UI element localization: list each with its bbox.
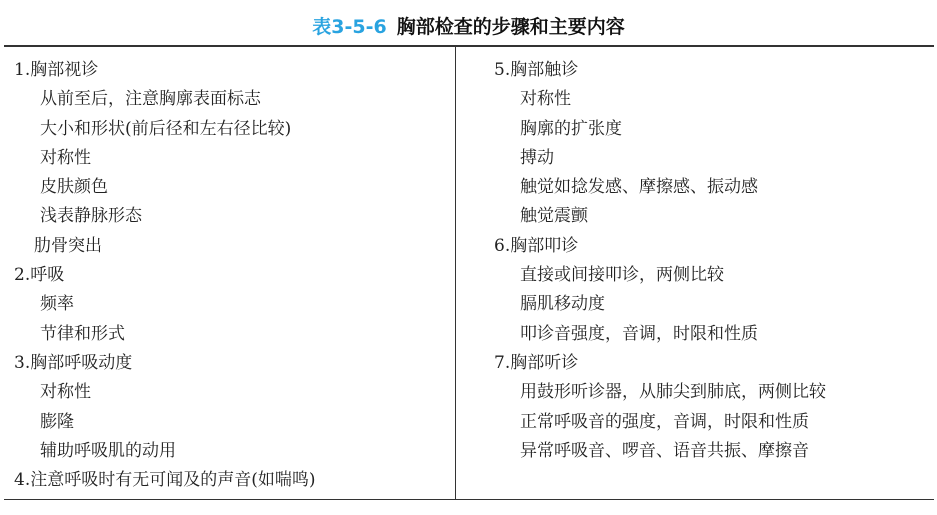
table-caption: 胸部检查的步骤和主要内容 — [396, 16, 625, 38]
list-item: 膈肌移动度 — [520, 294, 605, 315]
list-item: 节律和形式 — [40, 323, 125, 344]
left-column — [14, 56, 450, 495]
list-item: 大小和形状(前后径和左右径比较) — [40, 118, 292, 139]
list-item: 频率 — [40, 294, 74, 315]
list-item: 对称性 — [40, 147, 91, 168]
column-divider — [455, 46, 456, 499]
right-column — [494, 56, 930, 466]
list-item: 7.胸部听诊 — [494, 352, 579, 373]
table-number: 表3-5-6 — [312, 16, 387, 38]
list-item: 对称性 — [40, 382, 91, 403]
list-item: 搏动 — [520, 147, 554, 168]
list-item: 从前至后，注意胸廓表面标志 — [40, 89, 261, 110]
list-item: 触觉如捻发感、摩擦感、振动感 — [520, 177, 758, 198]
table-title — [0, 12, 937, 39]
list-item: 用鼓形听诊器，从肺尖到肺底，两侧比较 — [520, 382, 826, 403]
list-item: 浅表静脉形态 — [40, 206, 142, 227]
list-item: 辅助呼吸肌的动用 — [40, 440, 176, 461]
table-bottom-rule — [4, 499, 934, 500]
list-item: 肋骨突出 — [34, 235, 102, 256]
list-item: 异常呼吸音、啰音、语音共振、摩擦音 — [520, 440, 809, 461]
list-item: 膨隆 — [40, 411, 74, 432]
list-item: 5.胸部触诊 — [494, 60, 579, 80]
list-item: 6.胸部叩诊 — [494, 235, 579, 256]
list-item: 1.胸部视诊 — [14, 60, 99, 80]
list-item: 直接或间接叩诊，两侧比较 — [520, 265, 724, 286]
list-item: 正常呼吸音的强度，音调，时限和性质 — [520, 411, 809, 432]
list-item: 3.胸部呼吸动度 — [14, 352, 133, 373]
list-item: 皮肤颜色 — [40, 177, 108, 198]
list-item: 对称性 — [520, 89, 571, 110]
list-item: 2.呼吸 — [14, 265, 65, 286]
list-item: 胸廓的扩张度 — [520, 118, 622, 139]
list-item: 叩诊音强度，音调，时限和性质 — [520, 323, 758, 344]
list-item: 4.注意呼吸时有无可闻及的声音(如喘鸣) — [14, 470, 316, 491]
list-item: 触觉震颤 — [520, 206, 588, 227]
table-top-rule — [4, 45, 934, 47]
